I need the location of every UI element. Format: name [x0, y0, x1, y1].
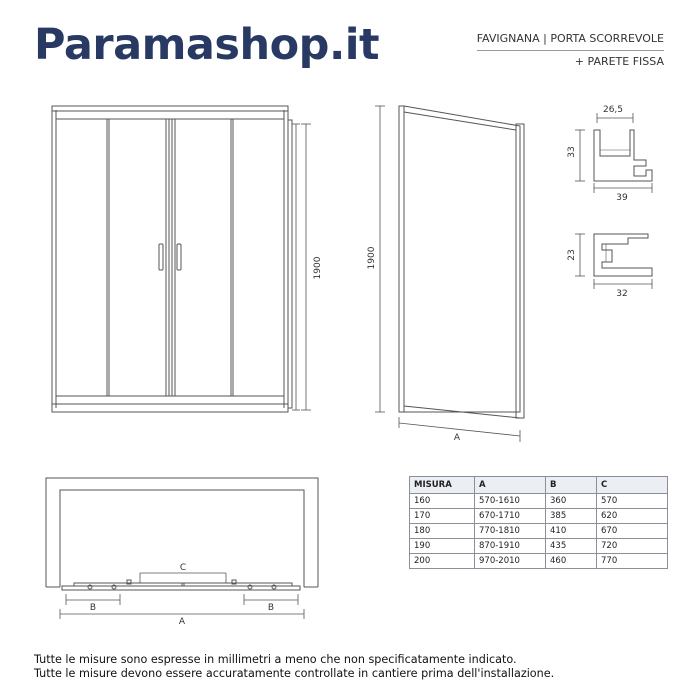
front-panel-divider: [107, 119, 109, 396]
footnotes: [34, 653, 554, 681]
door-handle-left: [159, 244, 163, 270]
profile-top: [575, 113, 652, 193]
table-cell: 970-2010: [475, 554, 546, 569]
profile-bottom: [575, 234, 652, 289]
table-cell: 570-1610: [475, 494, 546, 509]
plan-b-right-label: B: [267, 603, 275, 613]
footnote-line: Tutte le misure sono espresse in millimetri a meno che non specificatamente indicato.: [34, 653, 517, 666]
product-title-line2: + PARETE FISSA: [574, 55, 664, 68]
table-header-cell: MISURA: [410, 477, 475, 494]
door-handle-right: [177, 244, 181, 270]
table-cell: 200: [410, 554, 475, 569]
front-center-divider: [172, 119, 175, 396]
front-center-divider: [166, 119, 169, 396]
table-header-cell: B: [546, 477, 597, 494]
table-cell: 670-1710: [475, 509, 546, 524]
table-header-row: [410, 477, 668, 494]
plan-c-label: C: [179, 563, 187, 573]
brand-logo: Paramashop.it: [34, 20, 380, 70]
table-cell: 670: [597, 524, 668, 539]
table-row: [410, 539, 668, 554]
profile-top-height-label: 33: [567, 146, 577, 158]
side-height-label: 1900: [367, 246, 377, 270]
table-row: [410, 524, 668, 539]
side-width-label: A: [453, 433, 461, 443]
table-cell: 180: [410, 524, 475, 539]
front-view: [52, 106, 311, 412]
table-cell: 720: [597, 539, 668, 554]
table-header-cell: A: [475, 477, 546, 494]
front-panel-divider: [231, 119, 233, 396]
table-cell: 385: [546, 509, 597, 524]
table-cell: 435: [546, 539, 597, 554]
table-row: [410, 494, 668, 509]
table-header-cell: C: [597, 477, 668, 494]
profile-top-bottom-label: 39: [616, 193, 628, 203]
side-view: [375, 106, 524, 442]
size-table: [409, 476, 668, 569]
table-cell: 570: [597, 494, 668, 509]
product-title-line1: FAVIGNANA | PORTA SCORREVOLE: [477, 28, 664, 51]
profile-bottom-bottom-label: 32: [616, 289, 628, 299]
footnote-line: Tutte le misure devono essere accuratamente controllate in cantiere prima dell'installazione.: [34, 667, 555, 680]
front-outer-frame: [52, 106, 288, 412]
table-cell: 770-1810: [475, 524, 546, 539]
table-cell: 360: [546, 494, 597, 509]
table-cell: 160: [410, 494, 475, 509]
table-cell: 770: [597, 554, 668, 569]
profile-top-width-label: 26,5: [602, 105, 624, 115]
table-row: [410, 554, 668, 569]
table-cell: 170: [410, 509, 475, 524]
plan-b-left-label: B: [89, 603, 97, 613]
table-cell: 460: [546, 554, 597, 569]
front-height-label: 1900: [313, 256, 323, 280]
plan-view: [46, 478, 318, 619]
table-cell: 410: [546, 524, 597, 539]
profile-bottom-height-label: 23: [567, 249, 577, 261]
table-row: [410, 509, 668, 524]
table-cell: 870-1910: [475, 539, 546, 554]
plan-a-label: A: [178, 617, 186, 627]
table-cell: 620: [597, 509, 668, 524]
table-cell: 190: [410, 539, 475, 554]
